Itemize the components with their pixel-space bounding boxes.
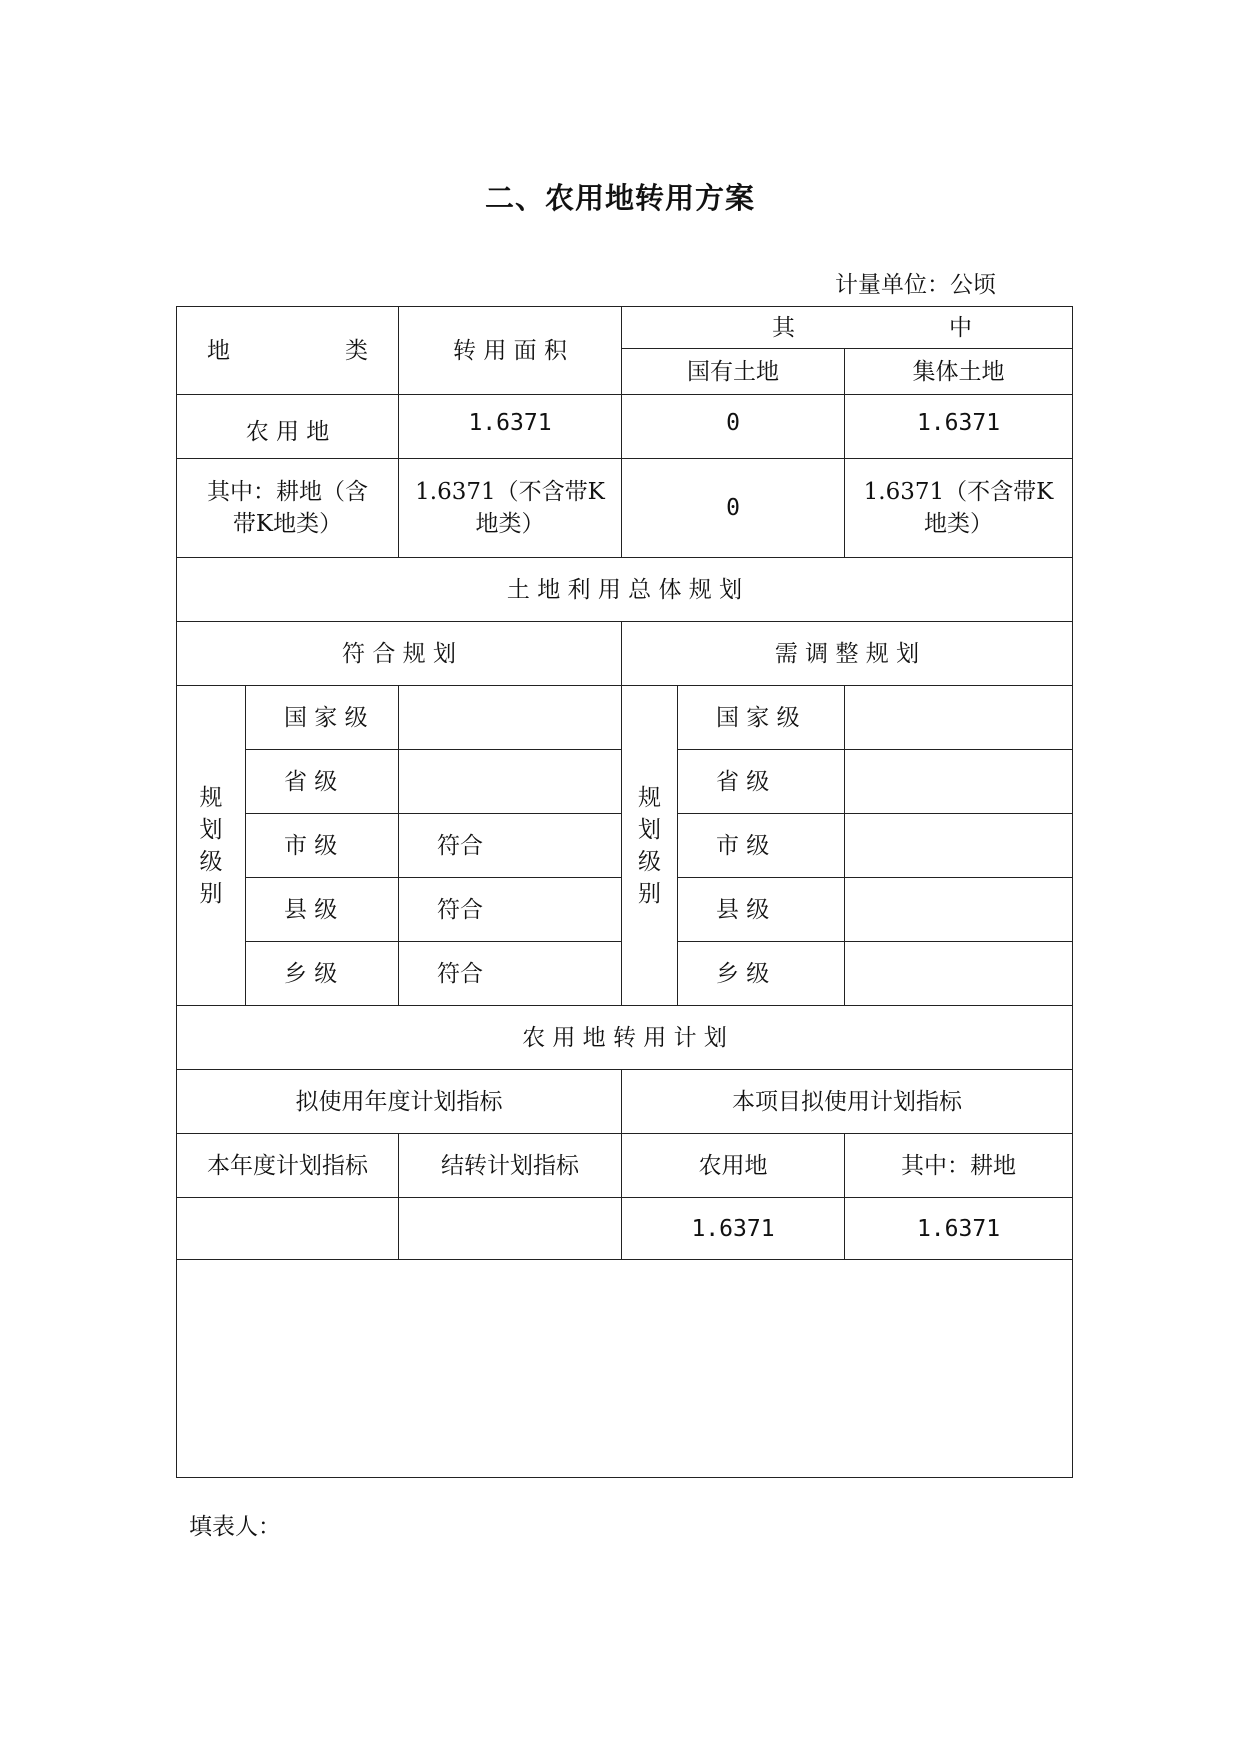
level-county-right: 县 级 <box>678 878 845 942</box>
level-city-conform: 符合 <box>399 814 622 878</box>
level-city-left: 市 级 <box>246 814 399 878</box>
level-national-conform <box>399 686 622 750</box>
carry-over-index-header: 结转计划指标 <box>399 1134 622 1198</box>
land-type-header: 地 类 <box>177 307 399 395</box>
project-index-header: 本项目拟使用计划指标 <box>622 1070 1073 1134</box>
level-township-right: 乡 级 <box>678 942 845 1006</box>
row-agri-area: 1.6371 <box>399 395 622 459</box>
this-year-index-value <box>177 1198 399 1260</box>
level-city-right: 市 级 <box>678 814 845 878</box>
filler-label: 填表人： <box>189 1514 281 1540</box>
level-province-conform <box>399 750 622 814</box>
level-side-label-left: 规 划 级 别 <box>177 686 246 1006</box>
row-agri-collective: 1.6371 <box>845 395 1073 459</box>
level-county-conform: 符合 <box>399 878 622 942</box>
level-township-left: 乡 级 <box>246 942 399 1006</box>
level-township-conform: 符合 <box>399 942 622 1006</box>
agri-index-value: 1.6371 <box>622 1198 845 1260</box>
plan-section-title: 土 地 利 用 总 体 规 划 <box>177 558 1073 622</box>
row-cultivated-area: 1.6371（不含带K地类） <box>399 459 622 558</box>
of-which-header: 其 中 <box>622 307 1073 349</box>
unit-label: 计量单位：公顷 <box>835 272 996 298</box>
conversion-section-title: 农 用 地 转 用 计 划 <box>177 1006 1073 1070</box>
level-township-adjust <box>845 942 1073 1006</box>
level-national-right: 国 家 级 <box>678 686 845 750</box>
conform-plan-header: 符 合 规 划 <box>177 622 622 686</box>
row-cultivated-state: 0 <box>622 459 845 558</box>
row-cultivated-collective: 1.6371（不含带K地类） <box>845 459 1073 558</box>
level-county-adjust <box>845 878 1073 942</box>
conversion-plan-table <box>176 306 1073 1478</box>
agri-index-header: 农用地 <box>622 1134 845 1198</box>
annual-index-header: 拟使用年度计划指标 <box>177 1070 622 1134</box>
this-year-index-header: 本年度计划指标 <box>177 1134 399 1198</box>
row-cultivated-label: 其中：耕地（含带K地类） <box>177 459 399 558</box>
level-national-adjust <box>845 686 1073 750</box>
level-national-left: 国 家 级 <box>246 686 399 750</box>
area-header: 转 用 面 积 <box>399 307 622 395</box>
cultivated-index-value: 1.6371 <box>845 1198 1073 1260</box>
level-city-adjust <box>845 814 1073 878</box>
level-side-label-right: 规 划 级 别 <box>622 686 678 1006</box>
level-province-right: 省 级 <box>678 750 845 814</box>
row-agri-state: 0 <box>622 395 845 459</box>
cultivated-index-header: 其中：耕地 <box>845 1134 1073 1198</box>
state-land-header: 国有土地 <box>622 349 845 395</box>
level-province-left: 省 级 <box>246 750 399 814</box>
page-title: 二、农用地转用方案 <box>484 181 755 215</box>
carry-over-index-value <box>399 1198 622 1260</box>
row-agri-label: 农 用 地 <box>177 395 399 459</box>
remarks-box <box>177 1260 1073 1478</box>
level-province-adjust <box>845 750 1073 814</box>
collective-land-header: 集体土地 <box>845 349 1073 395</box>
adjust-plan-header: 需 调 整 规 划 <box>622 622 1073 686</box>
level-county-left: 县 级 <box>246 878 399 942</box>
